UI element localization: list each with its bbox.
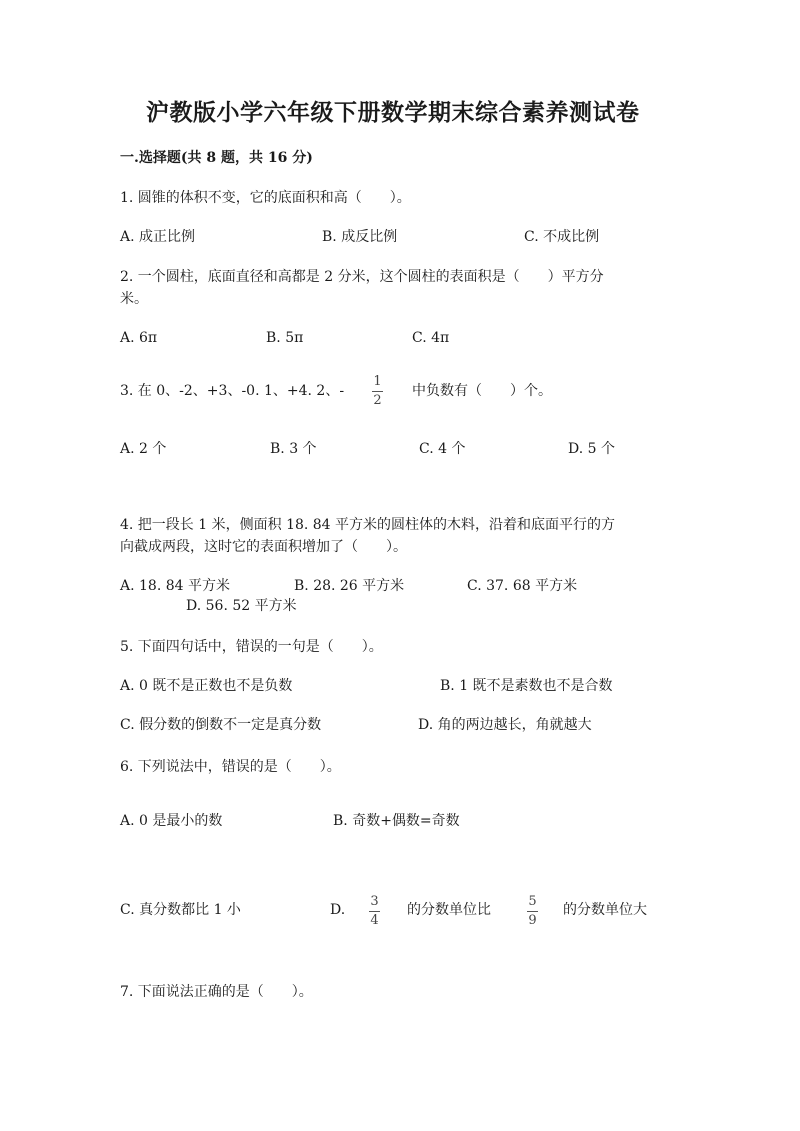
q4-option-d: D. 56. 52 平方米 (186, 598, 297, 614)
q4-option-a: A. 18. 84 平方米 (120, 578, 230, 594)
q6-option-d-end: 的分数单位大 (563, 902, 647, 918)
q2-option-c: C. 4π (412, 330, 450, 346)
q6-option-d-middle: 的分数单位比 (407, 902, 491, 918)
question-5: 5. 下面四句话中，错误的一句是（ ）。 (120, 639, 383, 655)
page-title: 沪教版小学六年级下册数学期末综合素养测试卷 (146, 99, 640, 126)
q2-option-a: A. 6π (120, 330, 158, 346)
q6-option-d-label: D. (330, 902, 346, 918)
question-6: 6. 下列说法中，错误的是（ ）。 (120, 759, 341, 775)
q6-option-a: A. 0 是最小的数 (120, 813, 223, 829)
fraction-three-quarters (369, 895, 380, 927)
section-heading: 一.选择题(共 8 题，共 16 分) (120, 150, 313, 166)
q4-option-b: B. 28. 26 平方米 (294, 578, 405, 594)
q1-option-b: B. 成反比例 (322, 229, 398, 245)
q1-option-c: C. 不成比例 (524, 229, 600, 245)
q2-option-b: B. 5π (266, 330, 304, 346)
fraction-one-half (372, 375, 383, 407)
fraction-denominator: 4 (370, 912, 379, 928)
q5-option-d: D. 角的两边越长，角就越大 (418, 717, 592, 733)
question-3-suffix: 中负数有（ ）个。 (412, 383, 552, 399)
question-1: 1. 圆锥的体积不变，它的底面积和高（ ）。 (120, 190, 411, 206)
q3-option-d: D. 5 个 (568, 441, 615, 457)
q3-option-b: B. 3 个 (270, 441, 317, 457)
fraction-bar (372, 391, 383, 392)
q4-option-c: C. 37. 68 平方米 (467, 578, 578, 594)
question-4-line-2: 向截成两段，这时它的表面积增加了（ ）。 (120, 539, 407, 555)
question-2-line-2: 米。 (120, 291, 148, 307)
fraction-denominator: 9 (528, 912, 537, 928)
q3-option-c: C. 4 个 (419, 441, 466, 457)
fraction-numerator: 5 (528, 894, 537, 909)
question-7: 7. 下面说法正确的是（ ）。 (120, 984, 313, 1000)
fraction-bar (527, 911, 538, 912)
q6-option-b: B. 奇数+偶数=奇数 (333, 813, 460, 829)
q5-option-b: B. 1 既不是素数也不是合数 (440, 678, 613, 694)
q6-option-c: C. 真分数都比 1 小 (120, 902, 241, 918)
fraction-bar (369, 911, 380, 912)
q5-option-a: A. 0 既不是正数也不是负数 (120, 678, 293, 694)
q5-option-c: C. 假分数的倒数不一定是真分数 (120, 717, 322, 733)
q1-option-a: A. 成正比例 (120, 229, 196, 245)
fraction-numerator: 3 (370, 894, 379, 909)
question-3-prefix: 3. 在 0、-2、+3、-0. 1、+4. 2、- (120, 383, 345, 399)
fraction-five-ninths (527, 895, 538, 927)
q3-option-a: A. 2 个 (120, 441, 167, 457)
fraction-numerator: 1 (373, 374, 382, 389)
question-2-line-1: 2. 一个圆柱，底面直径和高都是 2 分米，这个圆柱的表面积是（ ）平方分 (120, 269, 604, 285)
fraction-denominator: 2 (373, 392, 382, 408)
question-4-line-1: 4. 把一段长 1 米，侧面积 18. 84 平方米的圆柱体的木料，沿着和底面平行的方 (120, 517, 616, 533)
